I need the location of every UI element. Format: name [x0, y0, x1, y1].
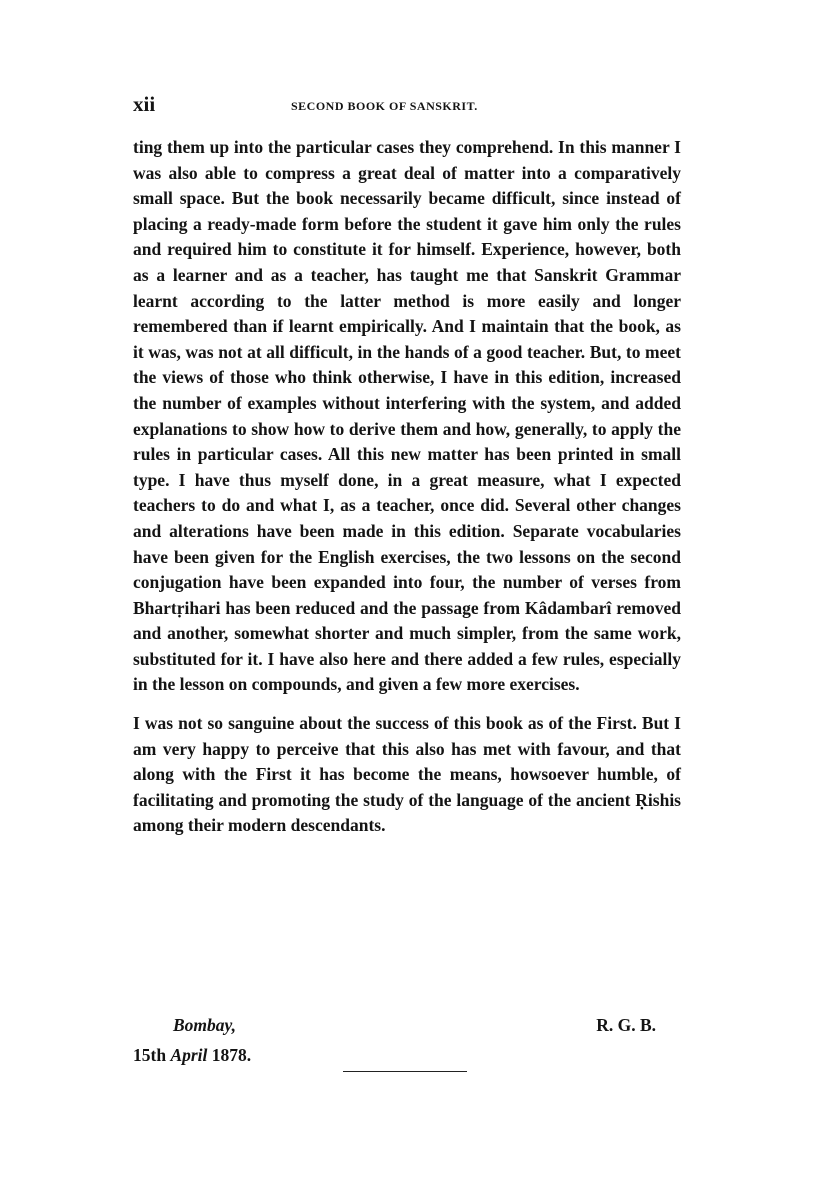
paragraph-2 [133, 711, 681, 839]
closing-rule [343, 1071, 467, 1072]
preface-body [133, 135, 681, 839]
date-year: 1878. [211, 1045, 252, 1065]
signature-block [133, 1013, 681, 1073]
date-day: 15th [133, 1045, 167, 1065]
signature-place: Bombay, [173, 1015, 237, 1035]
page-number: xii [133, 92, 156, 116]
date-month: April [170, 1045, 208, 1065]
signature-initials: R. G. B. [596, 1015, 656, 1035]
paragraph-2-text: I was not so sanguine about the success of this book as of the First. But I am very happy to perceive that this also has met with favour, and that along with the First it has become the means, howsoever humble, of facilitating and promoting the study of the language of the ancient Ṛishis among their modern descendants. [133, 713, 681, 836]
paragraph-1: ting them up into the particular cases they comprehend. In this manner I was also able to compress a great deal of matter into a comparatively small space. But the book necessarily became difficult, since instead of placing a ready-made form before the student it gave him only the rules and required him to constitute it for himself. Experience, however, both as a learner and as a teacher, has taught me that Sanskrit Grammar learnt according to the latter method is more easily and longer remembered than if learnt empirically. And I maintain that the book, as it was, was not at all difficult, in the hands of a good teacher. But, to meet the views of those who think otherwise, I have in this edition, increased the number of examples without interfering with the system, and added explanations to show how to derive them and how, generally, to apply the rules in particular cases. All this new matter has been printed in small type. I have thus myself done, in a great measure, what I expected teachers to do and what I, as a teacher, once did. Several other changes and alterations have been made in this edition. Separate vocabularies have been given for the English exercises, the two lessons on the second conjugation have been expanded into four, the number of verses from Bhartṛihari has been reduced and the passage from Kâdambarî removed and another, somewhat shorter and much simpler, from the same work, substituted for it. I have also here and there added a few rules, especially in the lesson on compounds, and given a few more exercises. [133, 137, 681, 695]
signature-date [133, 1045, 251, 1066]
running-head: SECOND BOOK OF SANSKRIT. [291, 99, 478, 113]
page-header [133, 92, 681, 118]
